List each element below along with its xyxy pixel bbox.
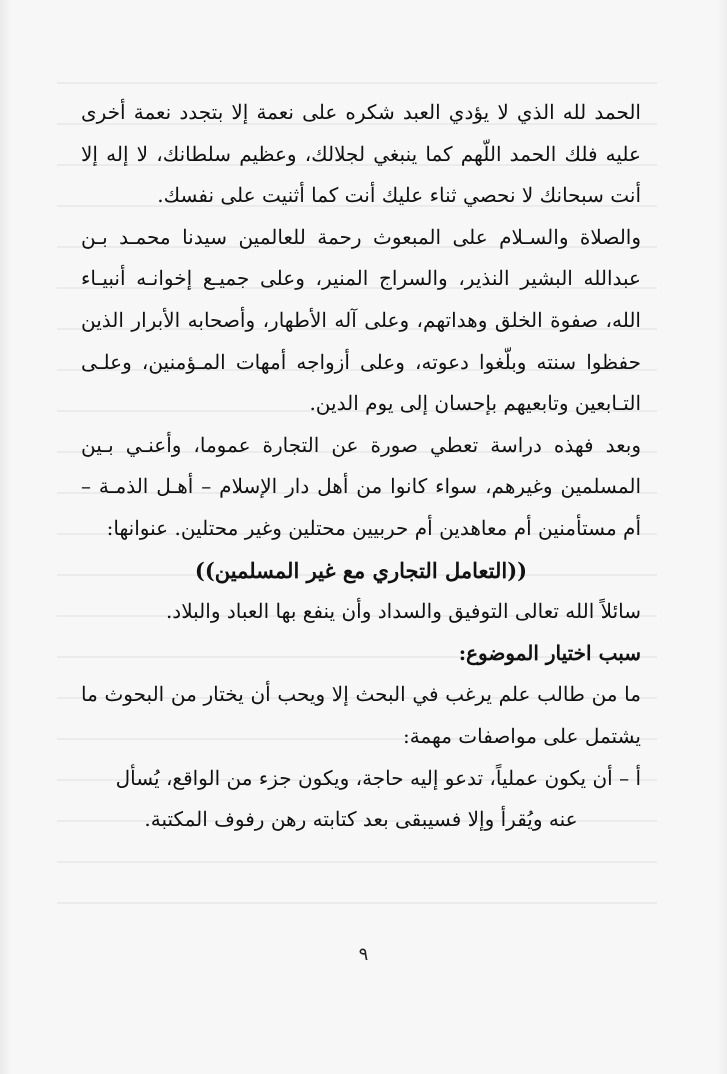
body-text xyxy=(81,92,641,841)
closing-prayer: سائلاً الله تعالى التوفيق والسداد وأن ينفع بها العباد والبلاد. xyxy=(165,599,641,624)
study-title: ((التعامل التجاري مع غير المسلمين)) xyxy=(194,557,528,583)
point-a-tail: عنه ويُقرأ وإلا فسيبقى بعد كتابته رهن رفوف المكتبة. xyxy=(144,807,578,832)
page-number: ٩ xyxy=(358,944,369,965)
praise-paragraph: الحمد لله الذي لا يؤدي العبد شكره على نعمة إلا بتجدد نعمة أخرى عليه فلك الحمد اللّهم كما ينبغي لجلالك، وعظيم سلطانك، لا إله إلا أنت سبحانك لا نحصي ثناء عليك أنت كما أثنيت على نفسك. xyxy=(81,100,641,208)
point-a-main: أ – أن يكون عملياً، تدعو إليه حاجة، ويكون جزء من الواقع، يُسأل xyxy=(115,765,641,790)
section-heading: سبب اختيار الموضوع: xyxy=(458,640,641,665)
salutation-paragraph: والصلاة والسـلام على المبعوث رحمة للعالمين سيدنا محمـد بـن عبدالله البشير النذير، والسراج المنير، وعلى جميـع إخوانـه أنبيـاء الله، صفوة الخلق وهداتهم، وعلى آله الأطهار، وأصحابه الأبرار الذين حفظوا سنته وبلّغوا دعوته، وعلى أزواجه أمهات المـؤمنين، وعلـى التـابعين وتابعيهم بإحسان إلى يوم الدين. xyxy=(81,224,641,416)
intro-paragraph: وبعد فهذه دراسة تعطي صورة عن التجارة عموما، وأعنـي بـين المسلمين وغيرهم، سواء كانوا من أهل دار الإسلام – أهـل الذمـة – أم مستأمنين أم معاهدين أم حربيين محتلين وغير محتلين. عنوانها: xyxy=(81,432,641,540)
reason-paragraph: ما من طالب علم يرغب في البحث إلا ويحب أن يختار من البحوث ما يشتمل على مواصفات مهمة: xyxy=(81,682,641,748)
point-a xyxy=(81,758,641,841)
